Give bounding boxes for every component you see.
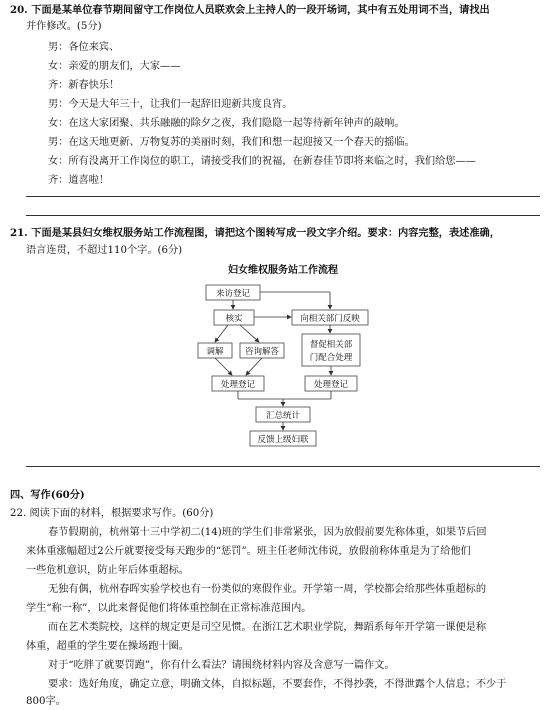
q22-paragraph-line: 无独有偶，杭州春晖实验学校也有一份类似的寒假作业。开学第一周，学校都会给那些体重超标的 [48, 584, 487, 595]
q22-paragraph-line: 800字。 [26, 696, 66, 707]
q20-script-line: 男：各位来宾、 [48, 42, 120, 53]
q20-prompt-line1: 20. 下面是某单位春节期间留守工作岗位人员联欢会上主持人的一段开场词，其中有五处用词不当，请找出 [10, 4, 490, 16]
flowchart-title: 妇女维权服务站工作流程 [228, 265, 338, 276]
q22-paragraph-line: 对于“吃胖了就要罚跑”，你有什么看法？请围绕材料内容及含意写一篇作文。 [48, 660, 395, 671]
node-refer: 向相关部门反映 [300, 314, 360, 324]
q20-script-line: 齐：新春快乐！ [48, 80, 120, 91]
q22-paragraph-line: 春节假期前，杭州第十三中学初二(14)班的学生们非常紧张，因为放假前要先称体重，如果节后回 [48, 527, 487, 538]
q20-script-line: 男：在这天地更新、万物复苏的美丽时刻，我们和想一起迎接又一个春天的摇临。 [48, 137, 415, 148]
q22-paragraph-line: 一些危机意识，防止年后体重超标。 [26, 565, 189, 576]
q22-paragraph-line: 学生“称一称”，以此来督促他们将体重控制在正常标准范围内。 [26, 603, 312, 614]
node-record-right: 处理登记 [313, 380, 349, 390]
q21-prompt-line1: 21. 下面是某县妇女维权服务站工作流程图，请把这个图转写成一段文字介绍。要求：内容完整，表述准确， [10, 227, 500, 239]
q20-script-line: 女：在这大家团聚、共乐融融的除夕之夜，我们隐隐一起等待新年钟声的敲响。 [48, 118, 405, 129]
section-heading: 四、写作(60分) [10, 489, 85, 501]
node-consult: 咨询解答 [244, 347, 280, 357]
node-report: 反馈上级妇联 [257, 435, 309, 445]
node-verify: 核实 [225, 314, 243, 324]
q20-script-line: 女：所有没离开工作岗位的职工，请接受我们的祝福，在新春佳节即将来临之时，我们给您—— [48, 156, 476, 167]
q20-script-line: 女：亲爱的朋友们，大家—— [48, 61, 181, 72]
q22-paragraph-line: 而在艺术类院校，这样的规定更是司空见惯。在浙江艺术职业学院，舞蹈系每年开学第一课便是称 [48, 622, 487, 633]
answer-line [26, 466, 540, 467]
node-supervise-line2: 门配合处理 [309, 353, 353, 363]
node-supervise-line1: 督促相关部 [309, 340, 353, 350]
q21-prompt-line2: 语言连贯，不超过110个字。(6分) [26, 245, 183, 256]
q22-paragraph-line: 要求：选好角度，确定立意，明确文体，自拟标题，不要套作，不得抄袭，不得泄露个人信息；不少于 [48, 679, 507, 690]
q20-prompt-line2: 并作修改。(5分) [26, 21, 102, 32]
q22-paragraph-line: 来体重涨幅超过2公斤就要接受每天跑步的“惩罚”。班主任老师沈伟说，放假前称体重是为了给他们 [26, 546, 471, 557]
node-mediate: 调解 [206, 347, 224, 357]
node-record-left: 处理登记 [220, 380, 256, 390]
node-intake: 来访登记 [215, 289, 251, 299]
q20-script-line: 齐：道喜啦！ [48, 175, 110, 186]
q22-paragraph-line: 体重，超重的学生要在操场跑十圈。 [26, 641, 189, 652]
node-summary: 汇总统计 [265, 411, 301, 421]
q20-script-line: 男：今天是大年三十，让我们一起辞旧迎新共度良宵。 [48, 99, 293, 110]
q22-intro: 22. 阅读下面的材料，根据要求写作。(60分) [10, 508, 214, 519]
